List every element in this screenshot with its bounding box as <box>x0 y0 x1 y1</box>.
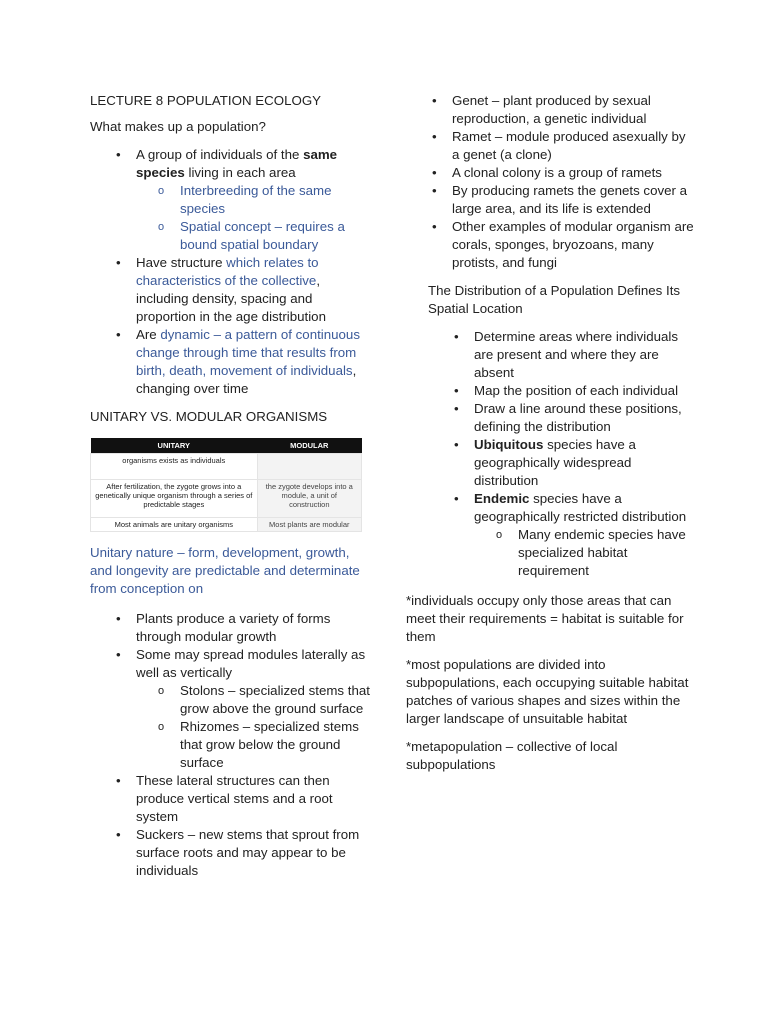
list-item: • A group of individuals of the same species living in each area o Interbreeding of the same species o Spatial concept – requires a bound spatial boundary <box>90 146 370 254</box>
list-item: • Some may spread modules laterally as well as vertically o Stolons – specialized stems that grow above the ground surface o Rhizomes – specialized stems that grow below the ground surface <box>90 646 370 772</box>
population-question: What makes up a population? <box>90 119 266 134</box>
list-item: • Genet – plant produced by sexual reproduction, a genetic individual <box>406 92 696 128</box>
distribution-heading: The Distribution of a Population Defines Its Spatial Location <box>428 283 681 316</box>
table-cell: Most animals are unitary organisms <box>91 518 258 532</box>
list-item: • Are dynamic – a pattern of continuous change through time that results from birth, death, movement of individuals, changing over time <box>90 326 370 398</box>
sub-list-item: o Spatial concept – requires a bound spatial boundary <box>136 218 370 254</box>
sub-list-item: o Many endemic species have specialized habitat requirement <box>474 526 696 580</box>
list-item: • These lateral structures can then produce vertical stems and a root system <box>90 772 370 826</box>
sub-list-item: o Rhizomes – specialized stems that grow below the ground surface <box>136 718 370 772</box>
unitary-paragraph: Unitary nature – form, development, growth, and longevity are predictable and determinate from conception on <box>90 545 360 596</box>
list-item: • Draw a line around these positions, defining the distribution <box>428 400 696 436</box>
lecture-heading: LECTURE 8 POPULATION ECOLOGY <box>90 93 322 108</box>
table-row <box>91 454 362 480</box>
note-metapopulation: *metapopulation – collective of local subpopulations <box>406 739 618 772</box>
table-cell <box>257 454 361 480</box>
population-bullets <box>90 146 370 398</box>
sub-list-item: o Stolons – specialized stems that grow above the ground surface <box>136 682 370 718</box>
table-cell: the zygote develops into a module, a unit of construction <box>257 480 361 518</box>
list-item: • Determine areas where individuals are present and where they are absent <box>428 328 696 382</box>
list-item: • A clonal colony is a group of ramets <box>406 164 696 182</box>
section-heading: UNITARY VS. MODULAR ORGANISMS <box>90 409 328 424</box>
list-item: • Suckers – new stems that sprout from surface roots and may appear to be individuals <box>90 826 370 880</box>
unitary-modular-table <box>90 438 362 532</box>
note-subpopulations: *most populations are divided into subpopulations, each occupying suitable habitat patches of various shapes and sizes within the larger landscape of unsuitable habitat <box>406 657 689 726</box>
list-item: • Endemic species have a geographically restricted distribution o Many endemic species have specialized habitat requirement <box>428 490 696 580</box>
distribution-bullets <box>406 328 696 580</box>
list-item: • Plants produce a variety of forms through modular growth <box>90 610 370 646</box>
bold-term: Endemic <box>474 491 530 506</box>
table-cell: Most plants are modular <box>257 518 361 532</box>
list-item: • Ramet – module produced asexually by a genet (a clone) <box>406 128 696 164</box>
list-item: • Map the position of each individual <box>428 382 696 400</box>
modular-bullets <box>90 610 370 880</box>
right-column <box>406 92 696 774</box>
list-item: • Other examples of modular organism are corals, sponges, bryozoans, many protists, and fungi <box>406 218 696 272</box>
bold-term: Ubiquitous <box>474 437 544 452</box>
table-cell: After fertilization, the zygote grows into a genetically unique organism through a series of predictable stages <box>91 480 258 518</box>
table-cell: organisms exists as individuals <box>91 454 258 480</box>
table-row <box>91 518 362 532</box>
note-habitat: *individuals occupy only those areas that can meet their requirements = habitat is suitable for them <box>406 593 684 644</box>
bold-term: same species <box>136 147 338 180</box>
list-item: • Ubiquitous species have a geographically widespread distribution <box>428 436 696 490</box>
sub-list-item: o Interbreeding of the same species <box>136 182 370 218</box>
genet-bullets <box>406 92 696 272</box>
list-item: • By producing ramets the genets cover a large area, and its life is extended <box>406 182 696 218</box>
table-header: MODULAR <box>257 438 361 454</box>
left-column <box>90 92 370 880</box>
table-header: UNITARY <box>91 438 258 454</box>
table-row <box>91 480 362 518</box>
list-item: • Have structure which relates to characteristics of the collective, including density, spacing and proportion in the age distribution <box>90 254 370 326</box>
